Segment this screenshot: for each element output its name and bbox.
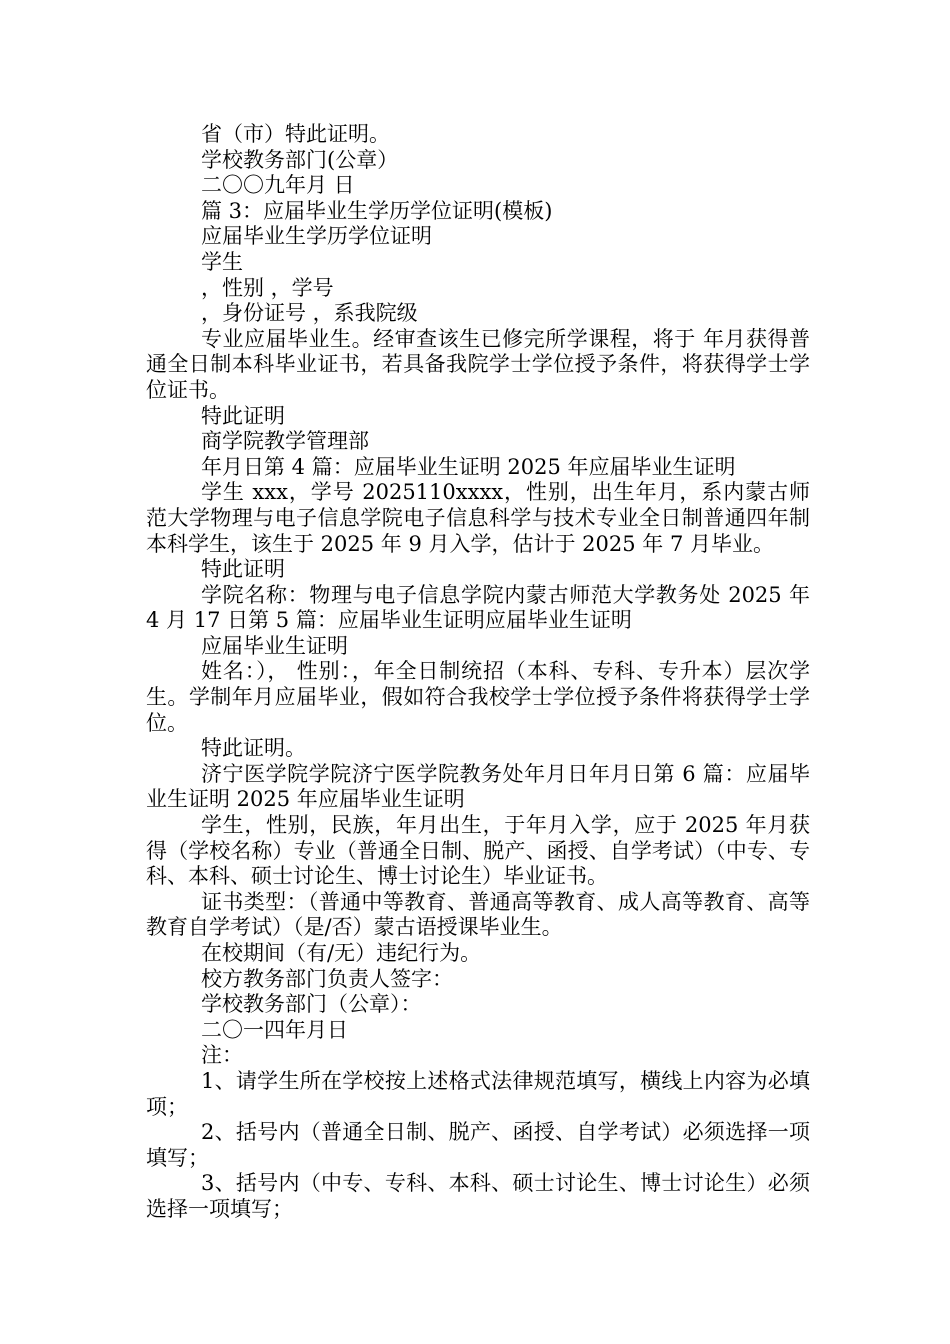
paragraph: 证书类型：（普通中等教育、普通高等教育、成人高等教育、高等教育自学考试）（是/否）蒙古语授课毕业生。 [146,889,810,940]
section-heading: 篇 3：应届毕业生学历学位证明(模板) [201,198,553,223]
paragraph: 特此证明。 [201,736,306,761]
paragraph: 学生 [201,249,243,274]
paragraph: 姓名：）， 性别：，年全日制统招（本科、专科、专升本）层次学生。学制年月应届毕业，假如符合我校学士学位授予条件将获得学士学位。 [146,659,810,735]
paragraph: 特此证明 [201,557,285,582]
paragraph: 校方教务部门负责人签字： [201,966,453,991]
paragraph: 特此证明 [201,403,285,428]
note-item: 2、括号内（普通全日制、脱产、函授、自学考试）必须选择一项填写； [146,1120,810,1170]
note-heading: 注： [201,1043,243,1068]
paragraph: 年月日第 4 篇：应届毕业生证明 2025 年应届毕业生证明 [201,454,736,479]
paragraph: ，性别 ，学号 [201,275,334,300]
paragraph: 学校教务部门(公章） [201,147,399,172]
note-item: 3、括号内（中专、专科、本科、硕士讨论生、博士讨论生）必须选择一项填写； [146,1171,810,1221]
paragraph: 专业应届毕业生。经审查该生已修完所学课程，将于 年月获得普通全日制本科毕业证书，若具备我院学士学位授予条件，将获得学士学位证书。 [146,326,810,402]
paragraph: 二〇一四年月日 [201,1017,348,1042]
paragraph: 济宁医学院学院济宁医学院教务处年月日年月日第 6 篇：应届毕业生证明 2025 年应届毕业生证明 [146,761,810,812]
paragraph: ，身份证号 ，系我院级 [201,301,418,326]
paragraph: 应届毕业生证明 [201,633,348,658]
paragraph: 省（市）特此证明。 [201,122,390,146]
paragraph: 学院名称：物理与电子信息学院内蒙古师范大学教务处 2025 年 4 月 17 日第 5 篇：应届毕业生证明应届毕业生证明 [146,582,810,633]
paragraph: 学生，性别，民族，年月出生，于年月入学，应于 2025 年月获得（学校名称）专业（普通全日制、脱产、函授、自学考试）（中专、专科、本科、硕士讨论生、博士讨论生）毕业证书。 [146,813,810,889]
paragraph: 学生 xxx，学号 2025110xxxx，性别，出生年月，系内蒙古师范大学物理与电子信息学院电子信息科学与技术专业全日制普通四年制本科学生，该生于 2025 年 9 月入学，估计于 2025 年 7 月毕业。 [146,480,810,556]
document-body [146,122,810,1223]
paragraph: 学校教务部门（公章）： [201,992,422,1017]
paragraph: 应届毕业生学历学位证明 [201,224,432,249]
paragraph: 二〇〇九年月 日 [201,173,355,198]
paragraph: 在校期间（有/无）违纪行为。 [201,941,482,965]
note-item: 1、请学生所在学校按上述格式法律规范填写，横线上内容为必填项； [146,1068,810,1119]
paragraph: 商学院教学管理部 [201,429,369,454]
